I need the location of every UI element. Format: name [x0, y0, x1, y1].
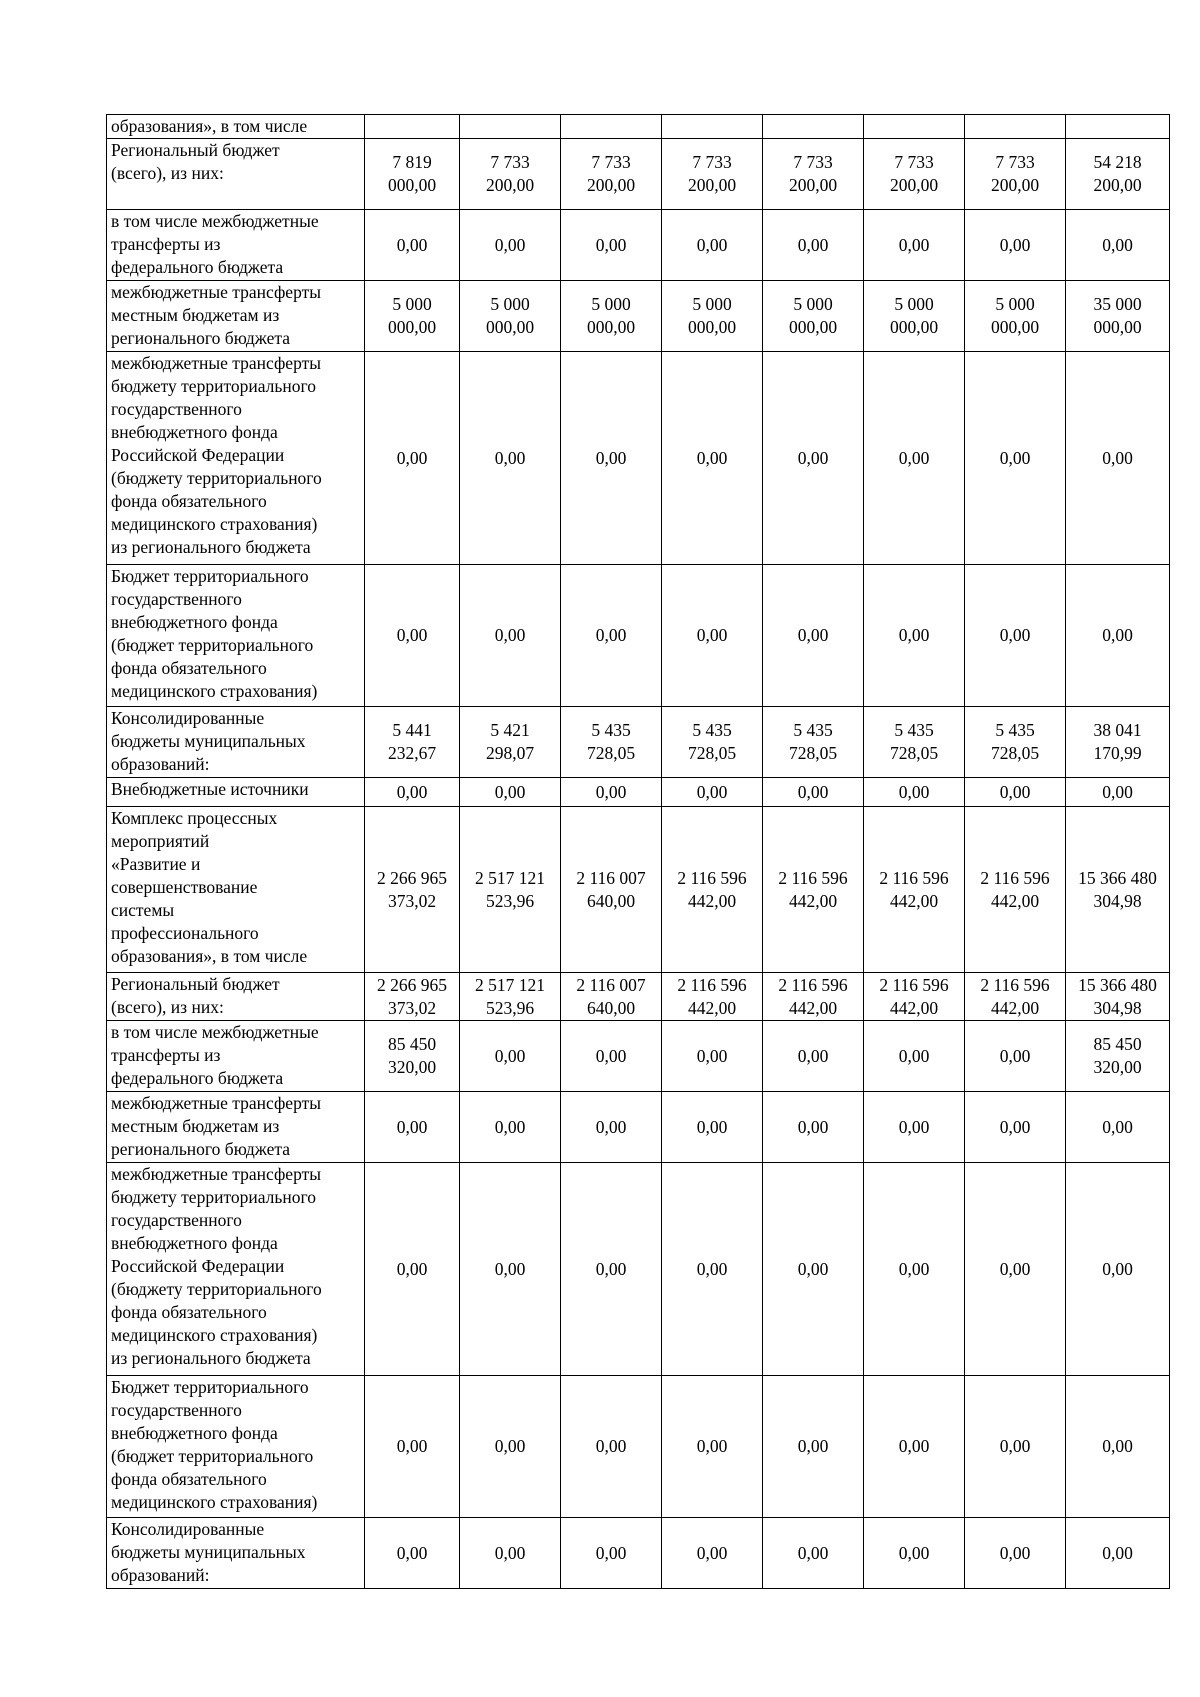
value-cell: 0,00: [864, 352, 965, 565]
value-cell: 0,00: [965, 1518, 1066, 1589]
row-label: Консолидированные бюджеты муниципальных образований:: [107, 707, 365, 778]
value-cell: 15 366 480 304,98: [1066, 807, 1170, 973]
value-cell: [864, 115, 965, 139]
value-cell: 2 517 121 523,96: [460, 973, 561, 1021]
value-cell: 0,00: [763, 352, 864, 565]
value-cell: 0,00: [965, 778, 1066, 807]
value-cell: 0,00: [1066, 1092, 1170, 1163]
value-cell: 2 116 596 442,00: [965, 973, 1066, 1021]
value-cell: 0,00: [965, 1092, 1066, 1163]
value-cell: 0,00: [561, 1021, 662, 1092]
value-cell: 0,00: [763, 1518, 864, 1589]
value-cell: 2 116 596 442,00: [763, 807, 864, 973]
table-row: [107, 807, 1170, 973]
value-cell: 0,00: [763, 1092, 864, 1163]
value-cell: 0,00: [365, 1163, 460, 1376]
value-cell: 0,00: [1066, 1376, 1170, 1518]
table-row: [107, 565, 1170, 707]
row-label: в том числе межбюджетные трансферты из федерального бюджета: [107, 210, 365, 281]
value-cell: 0,00: [460, 778, 561, 807]
value-cell: 85 450 320,00: [1066, 1021, 1170, 1092]
value-cell: 0,00: [365, 352, 460, 565]
value-cell: 0,00: [662, 1163, 763, 1376]
value-cell: 85 450 320,00: [365, 1021, 460, 1092]
value-cell: 5 000 000,00: [662, 281, 763, 352]
value-cell: 0,00: [561, 352, 662, 565]
value-cell: 7 733 200,00: [561, 139, 662, 210]
value-cell: 0,00: [763, 778, 864, 807]
value-cell: 2 116 596 442,00: [965, 807, 1066, 973]
row-label: Бюджет территориального государственного внебюджетного фонда (бюджет территориального фонда обязательного медицинского страхования): [107, 565, 365, 707]
value-cell: 0,00: [965, 1163, 1066, 1376]
value-cell: 0,00: [561, 778, 662, 807]
value-cell: [763, 115, 864, 139]
value-cell: 2 116 007 640,00: [561, 973, 662, 1021]
value-cell: 2 116 596 442,00: [864, 973, 965, 1021]
value-cell: 0,00: [965, 1376, 1066, 1518]
value-cell: 0,00: [864, 1376, 965, 1518]
row-label: Региональный бюджет (всего), из них:: [107, 139, 365, 210]
row-label: межбюджетные трансферты местным бюджетам из регионального бюджета: [107, 281, 365, 352]
value-cell: 0,00: [965, 565, 1066, 707]
value-cell: 0,00: [561, 565, 662, 707]
value-cell: 0,00: [365, 1518, 460, 1589]
value-cell: 5 421 298,07: [460, 707, 561, 778]
value-cell: 7 733 200,00: [662, 139, 763, 210]
value-cell: 0,00: [965, 210, 1066, 281]
table-body: [107, 115, 1170, 1589]
value-cell: 0,00: [662, 1518, 763, 1589]
value-cell: 5 000 000,00: [965, 281, 1066, 352]
value-cell: 0,00: [864, 210, 965, 281]
value-cell: 0,00: [460, 1518, 561, 1589]
value-cell: 0,00: [460, 1092, 561, 1163]
value-cell: 0,00: [365, 1376, 460, 1518]
value-cell: 5 000 000,00: [460, 281, 561, 352]
value-cell: 0,00: [662, 565, 763, 707]
table-row: [107, 707, 1170, 778]
value-cell: 0,00: [365, 210, 460, 281]
table-row: [107, 139, 1170, 210]
table-row: [107, 1092, 1170, 1163]
table-row: [107, 1518, 1170, 1589]
table-row: [107, 352, 1170, 565]
value-cell: 7 733 200,00: [460, 139, 561, 210]
value-cell: 0,00: [763, 1163, 864, 1376]
row-label: в том числе межбюджетные трансферты из федерального бюджета: [107, 1021, 365, 1092]
value-cell: 0,00: [763, 565, 864, 707]
value-cell: 0,00: [662, 210, 763, 281]
value-cell: 0,00: [864, 1092, 965, 1163]
row-label: межбюджетные трансферты бюджету территориального государственного внебюджетного фонда Российской Федерации (бюджету территориального фонда обязательного медицинского страхования) из регионального бюджета: [107, 352, 365, 565]
value-cell: 0,00: [965, 352, 1066, 565]
value-cell: 5 435 728,05: [763, 707, 864, 778]
value-cell: 7 733 200,00: [965, 139, 1066, 210]
value-cell: 0,00: [365, 778, 460, 807]
value-cell: 2 266 965 373,02: [365, 807, 460, 973]
value-cell: [662, 115, 763, 139]
value-cell: 0,00: [561, 1376, 662, 1518]
value-cell: 0,00: [460, 565, 561, 707]
value-cell: 0,00: [1066, 1163, 1170, 1376]
value-cell: 0,00: [965, 1021, 1066, 1092]
value-cell: 2 116 596 442,00: [763, 973, 864, 1021]
table-row: [107, 973, 1170, 1021]
value-cell: 0,00: [763, 1021, 864, 1092]
value-cell: 15 366 480 304,98: [1066, 973, 1170, 1021]
value-cell: 5 435 728,05: [561, 707, 662, 778]
table-row: [107, 778, 1170, 807]
row-label: Консолидированные бюджеты муниципальных образований:: [107, 1518, 365, 1589]
value-cell: 0,00: [864, 1163, 965, 1376]
value-cell: 0,00: [864, 1518, 965, 1589]
row-label: Внебюджетные источники: [107, 778, 365, 807]
value-cell: [365, 115, 460, 139]
value-cell: [561, 115, 662, 139]
row-label: межбюджетные трансферты местным бюджетам из регионального бюджета: [107, 1092, 365, 1163]
value-cell: 7 733 200,00: [763, 139, 864, 210]
value-cell: 5 435 728,05: [864, 707, 965, 778]
value-cell: 0,00: [763, 1376, 864, 1518]
value-cell: 0,00: [662, 1021, 763, 1092]
row-label: Комплекс процессных мероприятий «Развитие и совершенствование системы профессионального образования», в том числе: [107, 807, 365, 973]
value-cell: 0,00: [561, 1518, 662, 1589]
value-cell: 0,00: [662, 1376, 763, 1518]
value-cell: 0,00: [460, 210, 561, 281]
value-cell: 54 218 200,00: [1066, 139, 1170, 210]
value-cell: 5 435 728,05: [965, 707, 1066, 778]
value-cell: 0,00: [561, 1163, 662, 1376]
row-label: образования», в том числе: [107, 115, 365, 139]
value-cell: 5 435 728,05: [662, 707, 763, 778]
value-cell: 0,00: [864, 565, 965, 707]
table-row: [107, 1376, 1170, 1518]
value-cell: 0,00: [460, 1376, 561, 1518]
value-cell: 5 000 000,00: [763, 281, 864, 352]
value-cell: 2 116 596 442,00: [864, 807, 965, 973]
value-cell: 0,00: [1066, 352, 1170, 565]
value-cell: 7 819 000,00: [365, 139, 460, 210]
value-cell: 38 041 170,99: [1066, 707, 1170, 778]
value-cell: 5 000 000,00: [864, 281, 965, 352]
value-cell: 0,00: [864, 778, 965, 807]
value-cell: 5 000 000,00: [365, 281, 460, 352]
value-cell: 0,00: [460, 1163, 561, 1376]
value-cell: 2 116 007 640,00: [561, 807, 662, 973]
value-cell: 0,00: [1066, 210, 1170, 281]
value-cell: 0,00: [365, 565, 460, 707]
value-cell: [965, 115, 1066, 139]
value-cell: 0,00: [1066, 1518, 1170, 1589]
value-cell: 2 116 596 442,00: [662, 807, 763, 973]
value-cell: 0,00: [864, 1021, 965, 1092]
table-row: [107, 1021, 1170, 1092]
value-cell: 2 517 121 523,96: [460, 807, 561, 973]
row-label: Региональный бюджет (всего), из них:: [107, 973, 365, 1021]
value-cell: 7 733 200,00: [864, 139, 965, 210]
value-cell: 0,00: [662, 352, 763, 565]
value-cell: 0,00: [365, 1092, 460, 1163]
value-cell: [460, 115, 561, 139]
value-cell: 0,00: [1066, 778, 1170, 807]
value-cell: 0,00: [460, 352, 561, 565]
value-cell: 0,00: [561, 210, 662, 281]
value-cell: 5 441 232,67: [365, 707, 460, 778]
value-cell: 0,00: [561, 1092, 662, 1163]
table-row: [107, 1163, 1170, 1376]
value-cell: [1066, 115, 1170, 139]
row-label: межбюджетные трансферты бюджету территориального государственного внебюджетного фонда Российской Федерации (бюджету территориального фонда обязательного медицинского страхования) из регионального бюджета: [107, 1163, 365, 1376]
value-cell: 0,00: [1066, 565, 1170, 707]
value-cell: 2 116 596 442,00: [662, 973, 763, 1021]
value-cell: 0,00: [662, 1092, 763, 1163]
table-row: [107, 210, 1170, 281]
value-cell: 2 266 965 373,02: [365, 973, 460, 1021]
row-label: Бюджет территориального государственного внебюджетного фонда (бюджет территориального фонда обязательного медицинского страхования): [107, 1376, 365, 1518]
value-cell: 0,00: [763, 210, 864, 281]
value-cell: 0,00: [662, 778, 763, 807]
table-row: [107, 281, 1170, 352]
budget-table: [106, 114, 1170, 1589]
value-cell: 5 000 000,00: [561, 281, 662, 352]
value-cell: 35 000 000,00: [1066, 281, 1170, 352]
value-cell: 0,00: [460, 1021, 561, 1092]
table-row: [107, 115, 1170, 139]
